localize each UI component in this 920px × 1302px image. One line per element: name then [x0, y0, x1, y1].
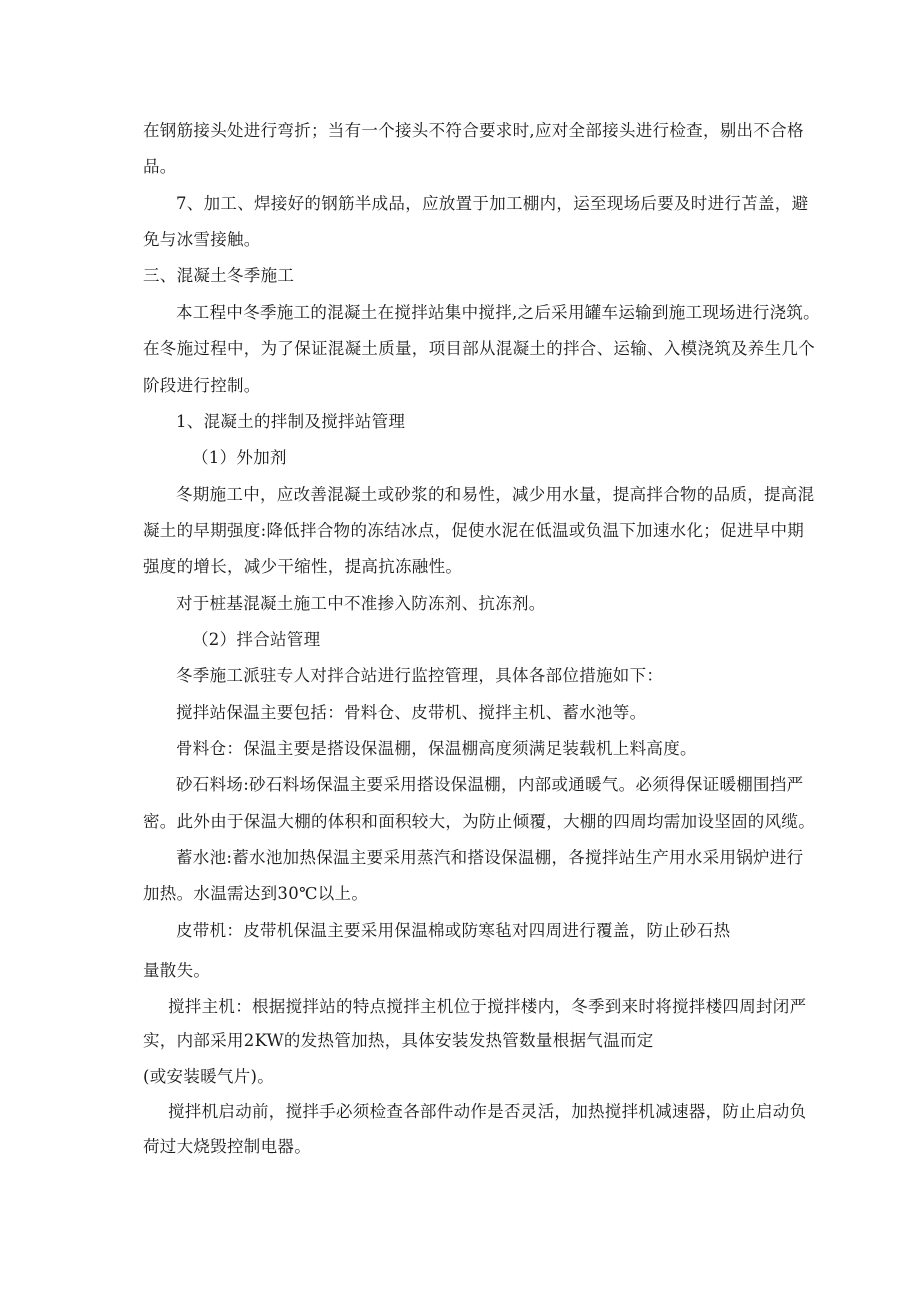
text-line: 密。此外由于保温大棚的体积和面积较大，为防止倾覆，大棚的四周均需加设坚固的风缆。	[143, 812, 815, 831]
text-line: 荷过大烧毁控制电器。	[143, 1137, 311, 1156]
text-line: 强度的增长，减少干缩性，提高抗冻融性。	[143, 557, 463, 576]
text-line: 搅拌主机：根据搅拌站的特点搅拌主机位于搅拌楼内，冬季到来时将搅拌楼四周封闭严	[168, 997, 807, 1016]
text-line: 搅拌机启动前，搅拌手必须检查各部件动作是否灵活，加热搅拌机减速器，防止启动负	[168, 1102, 807, 1121]
text-line: 对于桩基混凝土施工中不准掺入防冻剂、抗冻剂。	[176, 594, 546, 613]
text-line: 骨料仓：保温主要是搭设保温棚，保温棚高度须满足装载机上料高度。	[176, 739, 697, 758]
text-line: 阶段进行控制。	[143, 376, 261, 395]
text-line: 在冬施过程中，为了保证混凝土质量，项目部从混凝土的拌合、运输、入模浇筑及养生几个	[143, 339, 815, 358]
text-line: 凝土的早期强度:降低拌合物的冻结冰点，促使水泥在低温或负温下加速水化；促进早中期	[143, 521, 805, 540]
text-line: 砂石料场:砂石料场保温主要采用搭设保温棚，内部或通暖气。必须得保证暖棚围挡严	[176, 775, 804, 794]
text-line: 皮带机：皮带机保温主要采用保温棉或防寒毡对四周进行覆盖，防止砂石热	[176, 921, 731, 940]
text-line: 量散失。	[143, 961, 211, 980]
subsection-heading: 1、混凝土的拌制及搅拌站管理	[176, 412, 406, 431]
text-line: 冬季施工派驻专人对拌合站进行监控管理，具体各部位措施如下：	[176, 666, 664, 685]
text-line: 7、加工、焊接好的钢筋半成品，应放置于加工棚内，运至现场后要及时进行苫盖，避	[176, 194, 809, 213]
section-heading: 三、混凝土冬季施工	[143, 266, 295, 285]
text-line: 在钢筋接头处进行弯折；当有一个接头不符合要求时,应对全部接头进行检查，剔出不合格	[143, 121, 804, 140]
text-line: 本工程中冬季施工的混凝土在搅拌站集中搅拌,之后采用罐车运输到施工现场进行浇筑。	[176, 303, 820, 322]
text-line: 蓄水池:蓄水池加热保温主要采用蒸汽和搭设保温棚，各搅拌站生产用水采用锅炉进行	[176, 848, 804, 867]
text-line: 实，内部采用2KW的发热管加热，具体安装发热管数量根据气温而定	[143, 1031, 654, 1050]
text-line: 加热。水温需达到30℃以上。	[143, 884, 369, 903]
text-line: 品。	[143, 157, 177, 176]
text-line: (或安装暖气片)。	[143, 1067, 275, 1086]
text-line: 免与冰雪接触。	[143, 230, 261, 249]
item-heading: （1）外加剂	[192, 448, 287, 467]
text-line: 搅拌站保温主要包括：骨料仓、皮带机、搅拌主机、蓄水池等。	[176, 703, 647, 722]
text-line: 冬期施工中，应改善混凝土或砂浆的和易性，减少用水量，提高拌合物的品质，提高混	[176, 485, 815, 504]
item-heading: （2）拌合站管理	[192, 630, 321, 649]
